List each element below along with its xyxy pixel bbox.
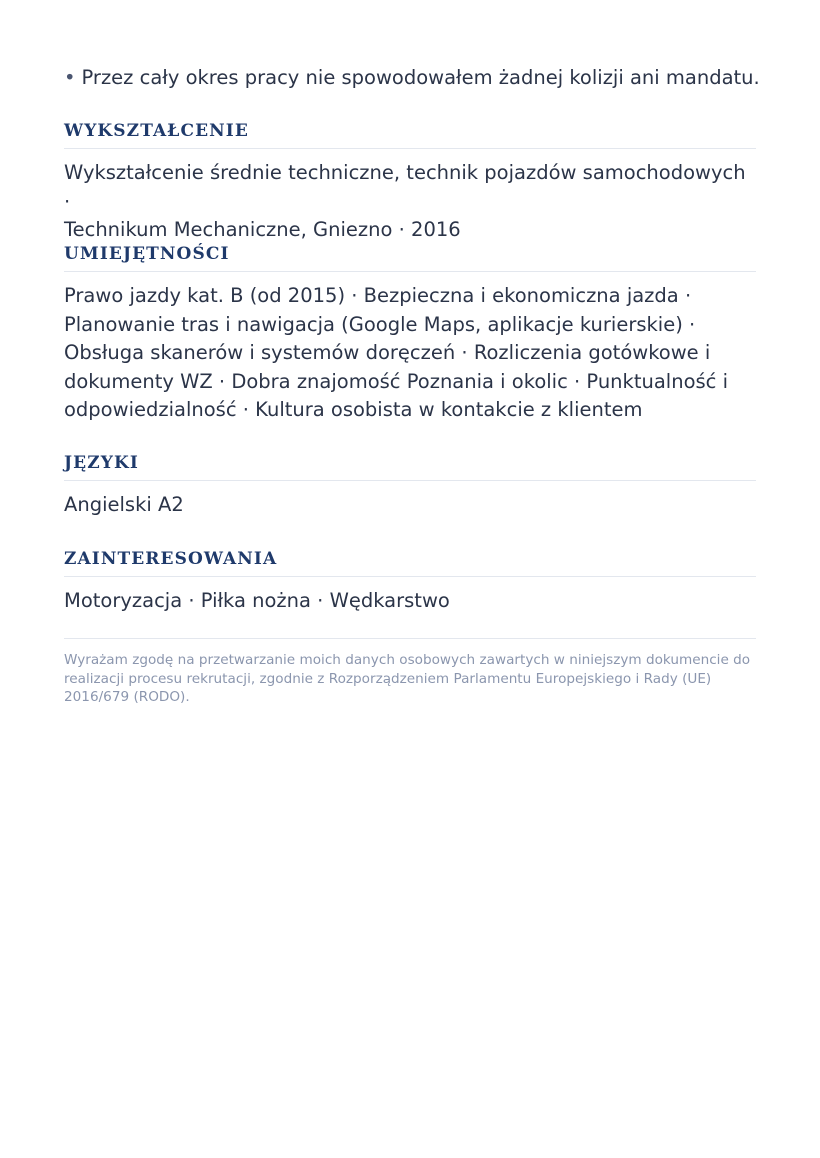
interests-heading: ZAINTERESOWANIA xyxy=(64,548,756,577)
experience-bullet xyxy=(64,64,764,92)
skills-line: Planowanie tras i nawigacja (Google Maps, aplikacje kurierskie) · xyxy=(64,312,696,336)
skills-line: odpowiedzialność · Kultura osobista w kontakcie z klientem xyxy=(64,398,643,421)
languages-section xyxy=(64,452,756,520)
consent-line: Wyrażam zgodę na przetwarzanie moich danych osobowych zawartych w niniejszym dokumencie do xyxy=(64,652,751,668)
experience-note: Przez cały okres pracy nie spowodowałem żadnej kolizji ani mandatu. xyxy=(81,66,760,89)
education-text xyxy=(64,159,756,245)
consent-line: 2016/679 (RODO). xyxy=(64,689,190,705)
skills-line: dokumenty WZ · Dobra znajomość Poznania i okolic · Punktualność i xyxy=(64,369,728,393)
bullet-dot: • xyxy=(64,66,76,89)
education-heading: WYKSZTAŁCENIE xyxy=(64,120,756,149)
footer-divider xyxy=(64,638,756,639)
skills-section xyxy=(64,243,756,425)
interests-text: Motoryzacja · Piłka nożna · Wędkarstwo xyxy=(64,589,450,612)
skills-line: Prawo jazdy kat. B (od 2015) · Bezpieczna i ekonomiczna jazda · xyxy=(64,284,692,307)
skills-heading: UMIEJĘTNOŚCI xyxy=(64,243,756,272)
skills-line: Obsługa skanerów i systemów doręczeń · Rozliczenia gotówkowe i xyxy=(64,341,711,364)
languages-heading: JĘZYKI xyxy=(64,452,756,481)
education-line: Wykształcenie średnie techniczne, technik pojazdów samochodowych · xyxy=(64,161,746,213)
consent-line: realizacji procesu rekrutacji, zgodnie z Rozporządzeniem Parlamentu Europejskiego i Rady (UE) xyxy=(64,670,712,687)
education-section xyxy=(64,120,756,245)
education-line: Technikum Mechaniczne, Gniezno · 2016 xyxy=(64,218,461,241)
skills-text xyxy=(64,282,756,425)
gdpr-consent-clause xyxy=(64,651,764,707)
interests-section xyxy=(64,548,756,616)
languages-text: Angielski A2 xyxy=(64,493,184,516)
